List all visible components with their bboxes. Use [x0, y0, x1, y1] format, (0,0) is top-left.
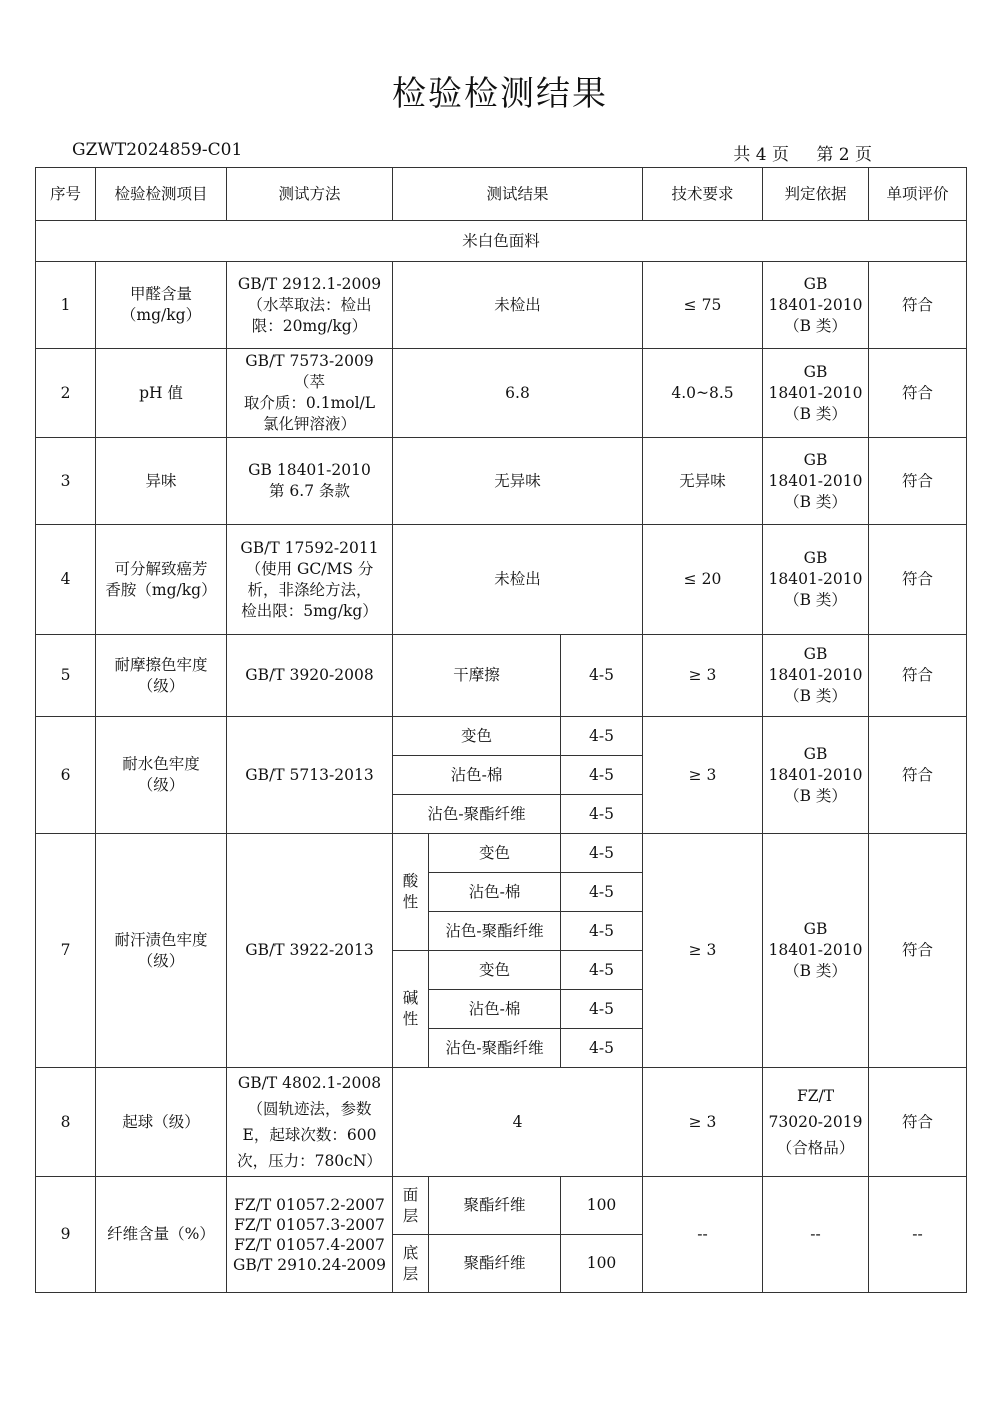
- table-row: [36, 834, 967, 873]
- test-method: GB/T 7573-2009（萃 取介质：0.1mol/L 氯化钾溶液）: [227, 349, 393, 438]
- test-item: 甲醛含量 （mg/kg）: [96, 262, 227, 349]
- judgment-basis: GB 18401-2010 （B 类）: [763, 438, 869, 525]
- result-label: 干摩擦: [393, 635, 561, 717]
- test-item: 耐水色牢度 （级）: [96, 717, 227, 834]
- judgment-basis: FZ/T 73020-2019 （合格品）: [763, 1068, 869, 1177]
- test-result: 4: [393, 1068, 643, 1177]
- test-result: 6.8: [393, 349, 643, 438]
- result-value: 4-5: [561, 635, 643, 717]
- technical-requirement: ≥ 3: [643, 635, 763, 717]
- result-label: 沾色-棉: [429, 873, 561, 912]
- report-number: GZWT2024859-C01: [72, 140, 243, 160]
- page-total: 共 4 页: [733, 145, 789, 165]
- row-number: 6: [36, 717, 96, 834]
- page-current: 第 2 页: [816, 145, 872, 165]
- test-method: GB 18401-2010 第 6.7 条款: [227, 438, 393, 525]
- header-cell: 技术要求: [643, 168, 763, 221]
- technical-requirement: 4.0~8.5: [643, 349, 763, 438]
- judgment-basis: GB 18401-2010 （B 类）: [763, 635, 869, 717]
- technical-requirement: ≤ 75: [643, 262, 763, 349]
- section-label: 米白色面料: [36, 221, 967, 262]
- test-method: GB/T 5713-2013: [227, 717, 393, 834]
- result-value: 4-5: [561, 1029, 643, 1068]
- judgment-basis: GB 18401-2010 （B 类）: [763, 717, 869, 834]
- row-number: 2: [36, 349, 96, 438]
- item-evaluation: 符合: [869, 438, 967, 525]
- page-title: 检验检测结果: [392, 74, 608, 114]
- test-method: FZ/T 01057.2-2007 FZ/T 01057.3-2007 FZ/T 01057.4-2007 GB/T 2910.24-2009: [227, 1177, 393, 1293]
- technical-requirement: 无异味: [643, 438, 763, 525]
- item-evaluation: 符合: [869, 349, 967, 438]
- header-cell: 检验检测项目: [96, 168, 227, 221]
- header-cell: 单项评价: [869, 168, 967, 221]
- judgment-basis: GB 18401-2010 （B 类）: [763, 349, 869, 438]
- layer-label-back: 底 层: [393, 1235, 429, 1293]
- test-method: GB/T 2912.1-2009 （水萃取法：检出 限：20mg/kg）: [227, 262, 393, 349]
- section-row: [36, 221, 967, 262]
- result-label: 变色: [393, 717, 561, 756]
- test-method: GB/T 3920-2008: [227, 635, 393, 717]
- test-method: GB/T 4802.1-2008 （圆轨迹法，参数 E，起球次数：600 次，压力：780cN）: [227, 1068, 393, 1177]
- result-value: 4-5: [561, 795, 643, 834]
- fiber-value: 100: [561, 1177, 643, 1235]
- result-value: 4-5: [561, 873, 643, 912]
- result-label: 沾色-棉: [429, 990, 561, 1029]
- fiber-name: 聚酯纤维: [429, 1235, 561, 1293]
- table-row: [36, 635, 967, 717]
- judgment-basis: GB 18401-2010 （B 类）: [763, 834, 869, 1068]
- result-value: 4-5: [561, 912, 643, 951]
- table-row: [36, 1068, 967, 1177]
- item-evaluation: 符合: [869, 262, 967, 349]
- result-value: 4-5: [561, 717, 643, 756]
- group-label-acid: 酸 性: [393, 834, 429, 951]
- result-label: 沾色-聚酯纤维: [429, 1029, 561, 1068]
- row-number: 9: [36, 1177, 96, 1293]
- item-evaluation: 符合: [869, 1068, 967, 1177]
- technical-requirement: --: [643, 1177, 763, 1293]
- test-method: GB/T 17592-2011 （使用 GC/MS 分 析，非涤纶方法， 检出限：5mg/kg）: [227, 525, 393, 635]
- table-row: [36, 262, 967, 349]
- row-number: 5: [36, 635, 96, 717]
- test-item: 起球（级）: [96, 1068, 227, 1177]
- test-item: 纤维含量（%）: [96, 1177, 227, 1293]
- header-cell: 测试方法: [227, 168, 393, 221]
- technical-requirement: ≥ 3: [643, 1068, 763, 1177]
- test-item: pH 值: [96, 349, 227, 438]
- judgment-basis: GB 18401-2010 （B 类）: [763, 262, 869, 349]
- item-evaluation: 符合: [869, 525, 967, 635]
- test-result: 未检出: [393, 525, 643, 635]
- result-value: 4-5: [561, 951, 643, 990]
- result-label: 变色: [429, 951, 561, 990]
- row-number: 7: [36, 834, 96, 1068]
- technical-requirement: ≤ 20: [643, 525, 763, 635]
- result-label: 沾色-聚酯纤维: [393, 795, 561, 834]
- test-item: 异味: [96, 438, 227, 525]
- test-result: 无异味: [393, 438, 643, 525]
- table-row: [36, 349, 967, 438]
- fiber-value: 100: [561, 1235, 643, 1293]
- row-number: 1: [36, 262, 96, 349]
- result-label: 沾色-棉: [393, 756, 561, 795]
- judgment-basis: --: [763, 1177, 869, 1293]
- result-label: 变色: [429, 834, 561, 873]
- table-row: [36, 525, 967, 635]
- header-cell: 序号: [36, 168, 96, 221]
- technical-requirement: ≥ 3: [643, 834, 763, 1068]
- row-number: 4: [36, 525, 96, 635]
- test-item: 耐摩擦色牢度 （级）: [96, 635, 227, 717]
- results-table: [35, 167, 967, 1293]
- result-value: 4-5: [561, 990, 643, 1029]
- result-value: 4-5: [561, 756, 643, 795]
- test-result: 未检出: [393, 262, 643, 349]
- group-label-alkali: 碱 性: [393, 951, 429, 1068]
- result-value: 4-5: [561, 834, 643, 873]
- item-evaluation: 符合: [869, 834, 967, 1068]
- table-row: [36, 1177, 967, 1235]
- test-item: 可分解致癌芳 香胺（mg/kg）: [96, 525, 227, 635]
- table-header-row: [36, 168, 967, 221]
- test-method: GB/T 3922-2013: [227, 834, 393, 1068]
- result-label: 沾色-聚酯纤维: [429, 912, 561, 951]
- row-number: 3: [36, 438, 96, 525]
- technical-requirement: ≥ 3: [643, 717, 763, 834]
- test-item: 耐汗渍色牢度 （级）: [96, 834, 227, 1068]
- item-evaluation: 符合: [869, 717, 967, 834]
- item-evaluation: 符合: [869, 635, 967, 717]
- header-cell: 测试结果: [393, 168, 643, 221]
- header-cell: 判定依据: [763, 168, 869, 221]
- layer-label-face: 面 层: [393, 1177, 429, 1235]
- fiber-name: 聚酯纤维: [429, 1177, 561, 1235]
- item-evaluation: --: [869, 1177, 967, 1293]
- table-row: [36, 438, 967, 525]
- page-info: [729, 140, 872, 165]
- judgment-basis: GB 18401-2010 （B 类）: [763, 525, 869, 635]
- row-number: 8: [36, 1068, 96, 1177]
- table-row: [36, 717, 967, 756]
